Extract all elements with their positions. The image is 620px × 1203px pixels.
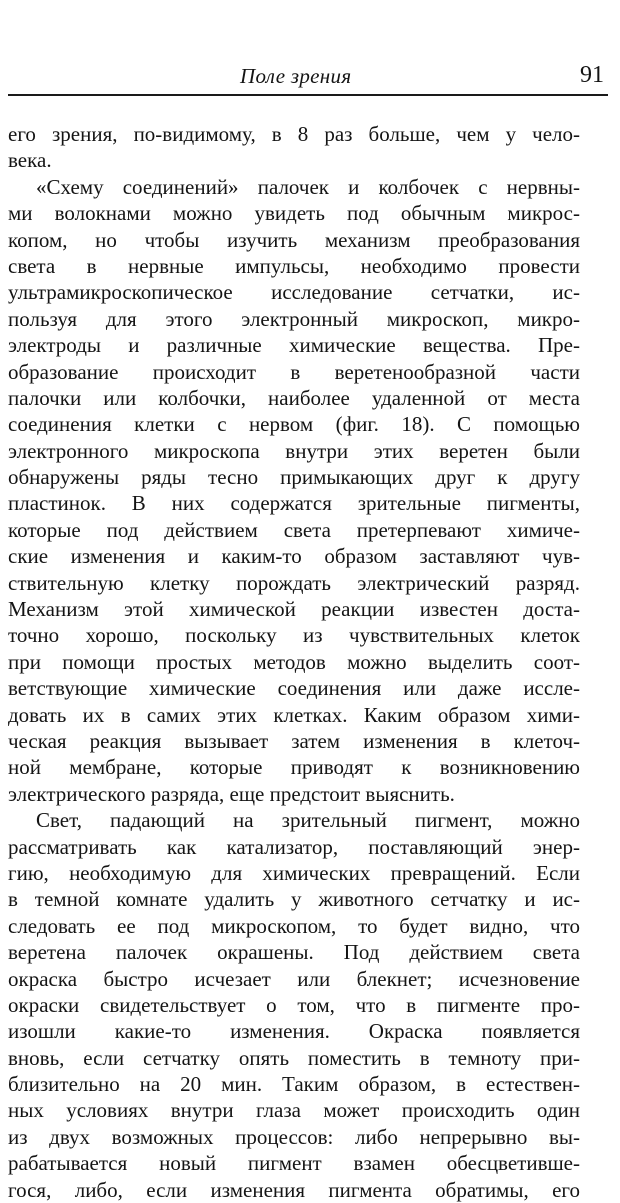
text-line: ветствующие химические соединения или даже иссле- (8, 676, 580, 701)
text-line: которые под действием света претерпевают химиче- (8, 517, 580, 542)
text-line: Свет, падающий на зрительный пигмент, можно (36, 808, 580, 833)
text-line: окраска быстро исчезает или блекнет; исчезновение (8, 966, 580, 991)
text-line: пользуя для этого электронный микроскоп, микро- (8, 306, 580, 331)
text-line: ческая реакция вызывает затем изменения в клеточ- (8, 728, 580, 753)
text-line: гося, либо, если изменения пигмента обратимы, его (8, 1177, 580, 1202)
text-line: пластинок. В них содержатся зрительные пигменты, (8, 491, 580, 516)
text-line: века. (8, 148, 52, 173)
running-header (8, 62, 608, 96)
text-line: «Схему соединений» палочек и колбочек с нервны- (36, 174, 580, 199)
text-line: изошли какие-то изменения. Окраска появляется (8, 1019, 580, 1044)
text-line: веретена палочек окрашены. Под действием света (8, 940, 580, 965)
paragraph-2 (8, 174, 580, 807)
text-line: света в нервные импульсы, необходимо провести (8, 253, 580, 278)
text-line: в темной комнате удалить у животного сетчатку и ис- (8, 887, 580, 912)
running-title: Поле зрения (240, 64, 352, 88)
text-line: электроды и различные химические вещества. Пре- (8, 333, 580, 358)
body-text (8, 121, 580, 1203)
text-line: палочки или колбочки, наиболее удаленной от места (8, 385, 580, 410)
page-number: 91 (580, 62, 604, 88)
text-line: ных условиях внутри глаза может происходить один (8, 1098, 580, 1123)
header-rule (8, 94, 608, 96)
text-line: довать их в самих этих клетках. Каким образом хими- (8, 702, 580, 727)
text-line: Механизм этой химической реакции известен доста- (8, 597, 580, 622)
text-line: гию, необходимую для химических превращений. Если (8, 860, 580, 885)
text-line: рабатывается новый пигмент взамен обесцветивше- (8, 1151, 580, 1176)
text-line: соединения клетки с нервом (фиг. 18). С помощью (8, 412, 580, 437)
text-line: следовать ее под микроскопом, то будет видно, что (8, 913, 580, 938)
paragraph-3 (8, 807, 580, 1203)
text-line: образование происходит в веретенообразной части (8, 359, 580, 384)
text-line: окраски свидетельствует о том, что в пигменте про- (8, 992, 580, 1017)
text-line: близительно на 20 мин. Таким образом, в естествен- (8, 1072, 580, 1097)
text-line: ские изменения и каким-то образом заставляют чув- (8, 544, 580, 569)
text-line: рассматривать как катализатор, поставляющий энер- (8, 834, 580, 859)
text-line: электронного микроскопа внутри этих веретен были (8, 438, 580, 463)
text-line: его зрения, по-видимому, в 8 раз больше, чем у чело- (8, 122, 580, 146)
text-line: ультрамикроскопическое исследование сетчатки, ис- (8, 280, 580, 305)
text-line: ствительную клетку порождать электрический разряд. (8, 570, 580, 595)
paragraph-1 (8, 121, 580, 174)
text-line: электрического разряда, еще предстоит выяснить. (8, 781, 455, 806)
text-line: вновь, если сетчатку опять поместить в темноту при- (8, 1045, 580, 1070)
text-line: копом, но чтобы изучить механизм преобразования (8, 227, 580, 252)
text-line: при помощи простых методов можно выделить соот- (8, 649, 580, 674)
text-line: ми волокнами можно увидеть под обычным микрос- (8, 201, 580, 226)
text-line: ной мембране, которые приводят к возникновению (8, 755, 580, 780)
text-line: обнаружены ряды тесно примыкающих друг к другу (8, 465, 580, 490)
text-line: из двух возможных процессов: либо непрерывно вы- (8, 1124, 580, 1149)
text-line: точно хорошо, поскольку из чувствительных клеток (8, 623, 580, 648)
